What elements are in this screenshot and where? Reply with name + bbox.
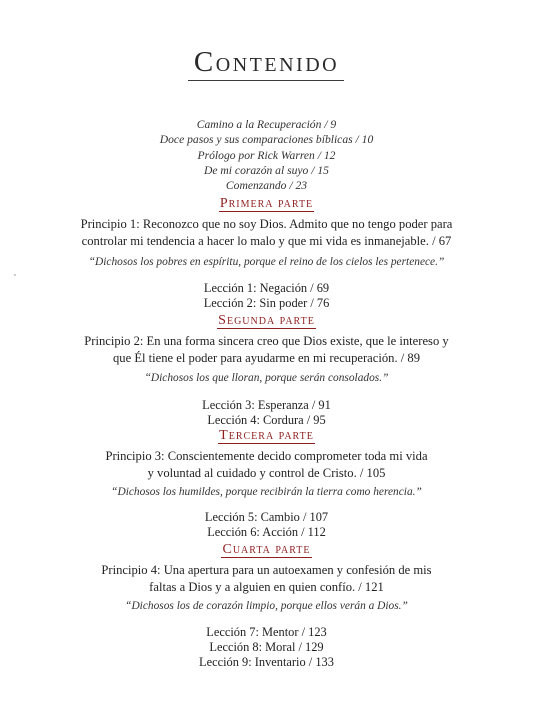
principle-line: que Él tiene el poder para ayudarme en mi recuperación. / 89	[112, 351, 420, 365]
front-matter-item: Comenzando / 23	[225, 179, 308, 193]
principle-line: Principio 1: Reconozco que no soy Dios. Admito que no tengo poder para	[80, 217, 453, 231]
part-heading-label: Cuarta parte	[222, 542, 311, 557]
beatitude-3: “Dichosos los humildes, porque recibirán la tierra como herencia.”	[111, 486, 422, 498]
beatitude-1: “Dichosos los pobres en espíritu, porque el reino de los cielos les pertenece.”	[88, 256, 445, 268]
principle-3	[0, 448, 533, 482]
beatitude-2: “Dichosos los que lloran, porque serán consolados.”	[144, 372, 389, 384]
lesson-item: Lección 3: Esperanza / 91	[202, 398, 331, 412]
lesson-item: Lección 7: Mentor / 123	[206, 625, 327, 639]
part-heading-2	[0, 313, 533, 329]
part-heading-label: Segunda parte	[218, 313, 315, 328]
front-matter-item: Camino a la Recuperación / 9	[196, 118, 337, 131]
lesson-list-2	[0, 398, 533, 428]
lesson-list-3	[0, 510, 533, 540]
part-heading-4	[0, 542, 533, 558]
lesson-item: Lección 5: Cambio / 107	[204, 510, 329, 524]
principle-4	[0, 562, 533, 596]
lesson-item: Lección 9: Inventario / 133	[199, 655, 334, 670]
principle-line: controlar mi tendencia a hacer lo malo y que mi vida es inmanejable. / 67	[81, 234, 452, 248]
title-underline	[188, 80, 344, 81]
principle-line: Principio 2: En una forma sincera creo que Dios existe, que le intereso y	[84, 334, 449, 348]
lesson-list-1	[0, 281, 533, 311]
lesson-item: Lección 8: Moral / 129	[209, 640, 324, 655]
lesson-item: Lección 2: Sin poder / 76	[203, 296, 330, 311]
part-heading-3	[0, 428, 533, 444]
page-title: Contenido	[193, 46, 340, 78]
principle-1	[0, 216, 533, 250]
front-matter-item: Doce pasos y sus comparaciones bíblicas / 10	[159, 133, 374, 147]
margin-speck	[14, 274, 16, 276]
part-heading-1	[0, 196, 533, 212]
lesson-item: Lección 6: Acción / 112	[207, 525, 326, 540]
part-heading-label: Tercera parte	[219, 428, 314, 443]
part-heading-label: Primera parte	[219, 196, 314, 211]
principle-line: Principio 3: Conscientemente decido comprometer toda mi vida	[105, 449, 428, 463]
lesson-list-4	[0, 625, 533, 671]
lesson-item: Lección 1: Negación / 69	[203, 281, 330, 295]
front-matter-item: De mi corazón al suyo / 15	[204, 163, 329, 177]
principle-line: Principio 4: Una apertura para un autoexamen y confesión de mis	[101, 563, 432, 577]
principle-line: y voluntad al cuidado y control de Cristo. / 105	[147, 466, 386, 480]
lesson-item: Lección 4: Cordura / 95	[207, 413, 326, 428]
beatitude-4: “Dichosos los de corazón limpio, porque ellos verán a Dios.”	[125, 600, 408, 612]
front-matter-item: Prólogo por Rick Warren / 12	[197, 148, 336, 162]
principle-line: faltas a Dios y a alguien en quien confío. / 121	[149, 580, 384, 594]
principle-2	[0, 333, 533, 367]
front-matter-list	[0, 117, 533, 193]
